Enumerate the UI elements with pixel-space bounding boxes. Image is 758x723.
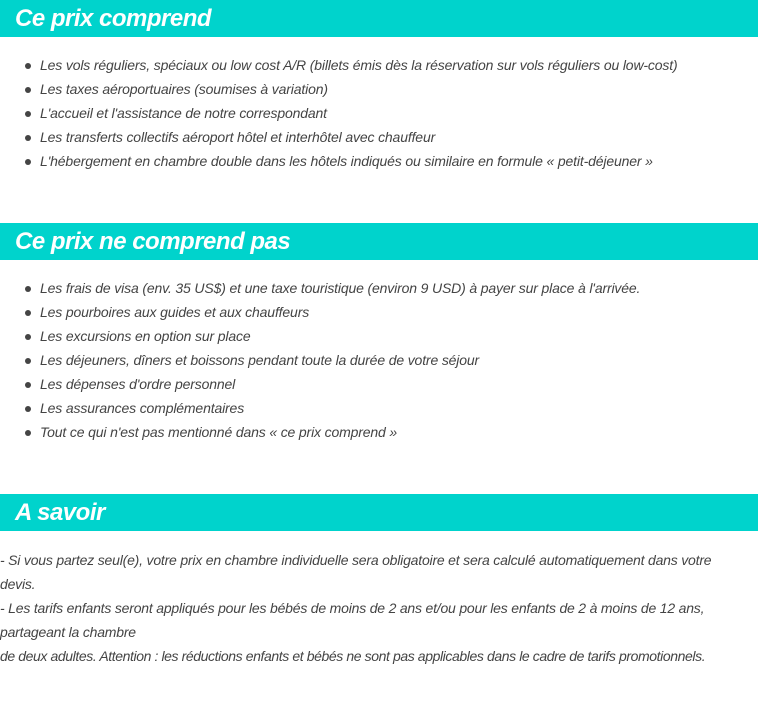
list-item <box>0 396 640 420</box>
bullet-icon <box>25 430 31 436</box>
list-item <box>0 101 678 125</box>
list-item-text: Les excursions en option sur place <box>40 328 251 344</box>
section-header-not-included <box>0 223 758 260</box>
bullet-icon <box>25 87 31 93</box>
section-title: Ce prix comprend <box>15 5 212 32</box>
list-item-text: Les frais de visa (env. 35 US$) et une taxe touristique (environ 9 USD) à payer sur place à l'arrivée. <box>40 280 641 296</box>
list-item <box>0 324 640 348</box>
list-item-text: Les transferts collectifs aéroport hôtel et interhôtel avec chauffeur <box>40 129 436 145</box>
list-item-text: L'hébergement en chambre double dans les hôtels indiqués ou similaire en formule « petit-déjeuner » <box>40 153 653 169</box>
bullet-icon <box>25 111 31 117</box>
list-item <box>0 125 678 149</box>
info-line: devis. <box>0 576 36 592</box>
section-title: Ce prix ne comprend pas <box>15 228 291 255</box>
bullet-icon <box>25 286 31 292</box>
section-header-a-savoir <box>0 494 758 531</box>
list-item <box>0 372 640 396</box>
bullet-icon <box>25 334 31 340</box>
list-item <box>0 300 640 324</box>
a-savoir-text <box>0 548 758 668</box>
section-header-included <box>0 0 758 37</box>
list-item <box>0 77 678 101</box>
list-item <box>0 53 678 77</box>
list-item <box>0 420 640 444</box>
list-item <box>0 276 640 300</box>
list-item-text: L'accueil et l'assistance de notre correspondant <box>40 105 327 121</box>
list-item-text: Les taxes aéroportuaires (soumises à variation) <box>40 81 328 97</box>
section-title: A savoir <box>15 499 105 526</box>
list-item-text: Tout ce qui n'est pas mentionné dans « ce prix comprend » <box>40 424 398 440</box>
bullet-icon <box>25 310 31 316</box>
list-item-text: Les déjeuners, dîners et boissons pendant toute la durée de votre séjour <box>40 352 480 368</box>
info-line: de deux adultes. Attention : les réductions enfants et bébés ne sont pas applicables dans le cadre de tarifs promotionnels. <box>0 648 706 664</box>
list-item-text: Les pourboires aux guides et aux chauffeurs <box>40 304 310 320</box>
list-item <box>0 348 640 372</box>
list-item <box>0 149 678 173</box>
bullet-icon <box>25 382 31 388</box>
bullet-icon <box>25 159 31 165</box>
bullet-icon <box>25 358 31 364</box>
bullet-icon <box>25 406 31 412</box>
bullet-icon <box>25 135 31 141</box>
not-included-list <box>0 276 640 444</box>
info-line: - Les tarifs enfants seront appliqués pour les bébés de moins de 2 ans et/ou pour les enfants de 2 à moins de 12 ans, <box>0 600 705 616</box>
info-line: partageant la chambre <box>0 624 136 640</box>
list-item-text: Les dépenses d'ordre personnel <box>40 376 236 392</box>
bullet-icon <box>25 63 31 69</box>
info-line: - Si vous partez seul(e), votre prix en chambre individuelle sera obligatoire et sera calculé automatiquement dans votre <box>0 552 712 568</box>
list-item-text: Les vols réguliers, spéciaux ou low cost A/R (billets émis dès la réservation sur vols réguliers ou low-cost) <box>40 57 678 73</box>
list-item-text: Les assurances complémentaires <box>40 400 245 416</box>
included-list <box>0 53 678 173</box>
